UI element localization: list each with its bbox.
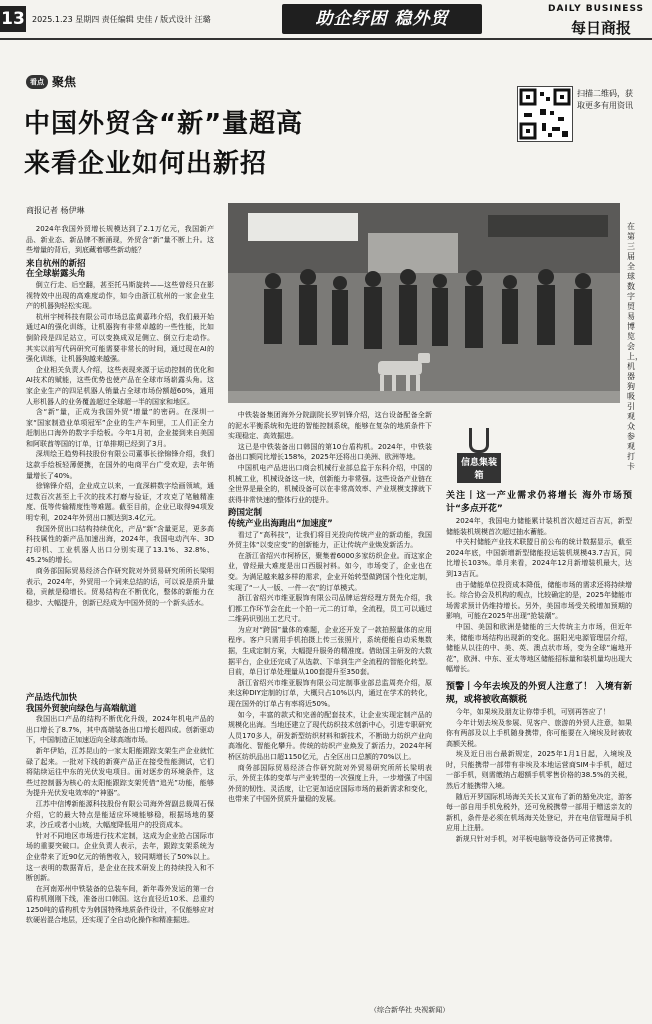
info-box-label bbox=[457, 428, 501, 480]
section-label: 聚焦 bbox=[52, 75, 77, 89]
paragraph: 如今，丰富的款式和完善的配套技术，让企业实现定制产品的规模化出海。当地还建立了现代纺织技术创新中心，引进专职研究人员170多人，研发新型纺织材料和新技术，不断助力纺织产业向高端化、智能化攀升。传统的纺织产业焕发了新活力，2024年柯桥区纺织品出口超1150亿元，占全区出口总额的70%以上。 bbox=[228, 710, 432, 761]
paragraph: 深圳绘王趋势科技股份有限公司董事长徐锦锋介绍，我们这款手绘板轻薄便携，在国外的电商平台广受欢迎，去年销量增长了40%。 bbox=[26, 450, 214, 480]
paragraph: 中国机电产品进出口商会机械行业部总监于东科介绍，中国的机械工业，机械设备这一块，创新能力非常强。这些设备产业链在全世界是最全的，机械设备可以在非常高效率、产业规模支撑就下获得非常快速的整体行业的提升。 bbox=[228, 463, 432, 504]
paragraph: 企业相关负责人介绍，这些表现来源于运动控制的优化和AI技术的赋能，这些优势也使产品在全球市场崭露头角。这家企业生产的四足机器人销量占全球市场份额超60%，通用人形机器人的业务覆盖超过全球超一半的国家和地区。 bbox=[26, 365, 214, 406]
paragraph: 随后开罗国际机场海关关长又宣布了新的豁免决定，游客每一部自用手机免税外，还可免税携带一部用于赠送亲友的新机，条件是必须在机场海关处登记，并在电信管理局手机应用上注册。 bbox=[446, 792, 632, 833]
paragraph: 含“新”量，正成为我国外贸“增量”的密码。在深圳一家“国家制造业单项冠军”企业的生产车间里，工人们正全力赶制出口海外的数字手绘板。今年1月初，企业接到来自美国和阿联酋等国的订单，订单排期已经到了3月。 bbox=[26, 408, 214, 448]
subheading: 产品迭代加快 bbox=[26, 693, 78, 703]
issue-info: 2025.1.23 星期四 责任编辑 史佳 / 版式设计 汪璐 bbox=[32, 15, 211, 24]
paragraph: 徐锦锋介绍，企业成立以来，一直深耕数字绘画领域，通过数百次甚至上千次的技术打磨与验证，才攻克了笔触精准度、低等传输精度性等难题。截至目前，企业已取得94项发明专利，2024年外贸出口额达到3.4亿元。 bbox=[26, 482, 214, 523]
column-banner: 助企纾困 稳外贸 bbox=[282, 4, 482, 34]
paragraph: 新年伊始，江苏昆山的一家太阳能跟踪支架生产企业就忙碌了起来。一批对下线的新赛产品正在接受性能测试，它们将陆续运往中东的光伏发电项目。面对逐步的环境条件，这些过控制器为核心的太阳能跟踪支架凭借“追光”功能，能够为提升光伏发电效率的“神器”。 bbox=[26, 746, 214, 798]
headline-line-2: 来看企业如何出新招 bbox=[24, 149, 268, 179]
crane-hook-icon bbox=[469, 428, 489, 453]
byline: 商报记者 杨伊琳 bbox=[26, 206, 85, 215]
lead-paragraph: 2024年我国外贸增长规模达到了2.1万亿元，我国新产品、新业态、新品牌不断涌现，外贸含“新”量不断上升。这些增量的背后，到底藏着哪些新动能？ bbox=[26, 225, 214, 255]
expo-photo bbox=[228, 203, 620, 403]
paragraph: 商务部国际贸易经济合作研究院对外贸易研究所所长梁明表示，2024年，外贸用一个词来总结的话，可以说是质升量稳，贡献是稳增长。贸易结构在不断优化，整体的新能力在稳步、大幅提升，创新已经成为中国外贸的一个新头活水。 bbox=[26, 567, 214, 607]
paragraph: 倒立行走、后空翻，甚至托马斯旋转——这些曾经只在影视特效中出现的高难度动作，如今由浙江杭州的一家企业生产的机器狗轻松实现。 bbox=[26, 280, 214, 311]
info-item-title: 关注丨这一产业需求仍将增长 海外市场预计“多点开花” bbox=[446, 491, 632, 514]
paragraph: 针对不同地区市场进行技术定制，这成为企业抢占国际市场的重要突破口。企业负责人表示，去年，跟踪支架系统为企业带来了近90亿元的销售收入，较同期增长了50%以上。这一表明的数据背后，是企业在技术研发上的持续投入和不断创新。 bbox=[26, 831, 214, 883]
brand-chinese: 每日商报 bbox=[571, 19, 632, 37]
paragraph: 这已是中铁装备出口韩国的第10台盾构机。2024年，中铁装备出口额同比增长158%，2025年还将出口美洲、欧洲等地。 bbox=[228, 442, 432, 462]
paragraph: 江苏中信博新能源科技股份有限公司海外营副总裁周石保介绍，它的最大特点是能适应环境能够稳，根据场地的要求，沙丘或者小山坡，大幅度降低用户的投资成本。 bbox=[26, 799, 214, 830]
paragraph: 我国出口产品的结构不断优化升级，2024年机电产品的出口增长了8.7%，其中高端装备出口增长超四成。创新驱动下，中国制造正加速迈向全球高端市场。 bbox=[26, 715, 214, 745]
headline-line-1: 中国外贸含“新”量超高 bbox=[24, 109, 304, 139]
header-rule bbox=[0, 38, 652, 40]
paragraph: 中关村储能产业技术联盟日前公布的统计数据显示，截至2024年底，中国新增新型储能投运装机规模43.7吉瓦，同比增长103%。单月来看，2024年12月新增装机最大，达到13吉瓦。 bbox=[446, 538, 632, 578]
info-item-title: 预警丨今年去埃及的外贸人注意了！ 入境有新规，或将被收高额税 bbox=[446, 681, 632, 705]
paragraph: 由于储能单位投资成本降低，储能市场的需求还将持续增长。综合协会及机构的观点，比较确定的是，2025年储能市场需求预计仍维持增长。另外，美国市场受关税增加预期的影响，可能在2025年出现“抢装潮”。 bbox=[446, 580, 632, 621]
article-column-1 bbox=[26, 224, 214, 608]
page-header bbox=[0, 0, 652, 40]
paragraph: 中铁装备集团海外分院副院长罗钊锋介绍，这台设备配备全新的泥水平衡系统和先进的智能控制系统，能够在复杂的地质条件下实现稳定、高效掘进。 bbox=[228, 411, 432, 441]
subheading: 来自杭州的新招 bbox=[26, 258, 86, 269]
paragraph: 中国、美国和欧洲是储能的三大传统主力市场，但近年来，储能市场结构出现新的变化。据阳光电源管理层介绍，储能从以往的中、美、英、澳点状市场，变为全球“遍地开花”，欧洲、中东、亚太等地区储能招标量和装机量均出现大幅增长。 bbox=[446, 622, 632, 674]
qr-note: 扫描二维码，获取更多有用资讯 bbox=[577, 89, 633, 110]
subheading: 我国外贸驶向绿色与高端航道 bbox=[26, 703, 137, 714]
info-box-column bbox=[446, 490, 632, 845]
section-badge: 看点 bbox=[26, 75, 48, 89]
info-box-title: 信息集装箱 bbox=[457, 453, 501, 483]
paragraph: 看过了“高科技”，让我们将目光投向传统产业的新动能，我国外贸主体“以变应变”的创新能力，正让传统产业焕发新活力。 bbox=[228, 530, 432, 550]
subheading: 传统产业出海跑出“加速度” bbox=[228, 518, 333, 529]
paragraph: 我国外贸出口结构持续优化，产品“新”含量更足，更多高科技属性的新产品加速出海，2024年，我国电动汽车、3D打印机、工业机器人出口分别实现了13.1%、32.8%、45.2%的增长。 bbox=[26, 524, 214, 565]
paragraph: 杭州宇树科技有限公司市场总监黄嘉玮介绍，我们最开始通过AI的强化训练，让机器狗有非常卓越的一些性能，比如倒阶段是四足站立，可以变换成双足侧立、倒立行走动作。其实以前写代码研究可能需要非常长的时间，通过现在AI的强化训练，让机器狗越来越强。 bbox=[26, 312, 214, 364]
paragraph: 2024年，我国电力储能累计装机首次超过百吉瓦，新型储能装机规模首次超过抽水蓄能。 bbox=[446, 517, 632, 536]
paragraph: 为应对“跨国”量体的难题，企业还开发了一款拍照量体的应用程序。客户只需用手机拍摄上传三张照片，系统便能自动采集数据，生成定制方案，大幅提升服务的精准度。借助国主研发的大数据平台，企业还完成了从选款、下单到生产全流程的智能化转型。目前，单日订单处理量从100套提升至350套。 bbox=[228, 625, 432, 677]
paragraph: 今年，如果埃及朋友让你带手机，可别再答应了！ bbox=[455, 707, 610, 716]
brand-english: DAILY BUSINESS bbox=[548, 4, 645, 14]
paragraph: 今年计划去埃及参展、见客户、旅游的外贸人注意，如果你有两部及以上手机随身携带，你可能要在入境埃及时被收高额关税。 bbox=[446, 718, 632, 748]
article-column-2 bbox=[228, 410, 432, 805]
paragraph: 在浙江省绍兴市柯桥区，聚集着6000多家纺织企业。而这家企业，曾经最大难度是出口西服衬料。如今，市场变了，企业也在变。为满足越来越多样的需求，企业开始转型做跨国个性化定制，实现了“一人一版、一件一衣”的订单模式。 bbox=[228, 551, 432, 592]
page-number: 13 bbox=[0, 6, 26, 32]
section-tag bbox=[26, 73, 76, 90]
paragraph: 浙江省绍兴市维亚服饰有限公司定制事业部总监周亮介绍，原来这种DIY定制的订单，大概只占10%以内，通过在学术的转化，现在国外的订单占有率将近50%。 bbox=[228, 678, 432, 709]
article-column-1-lower bbox=[26, 690, 214, 926]
paragraph: 新规只针对手机，对平板电脑等设备仍可正常携带。 bbox=[455, 835, 617, 844]
paragraph: 埃及近日出台最新规定，2025年1月1日起，入境埃及时，只能携带一部带有非埃及本地运营商SIM卡手机，超过一部手机，则需缴纳占超额手机零售价格的38.5%的关税，然后才能携带入境。 bbox=[446, 750, 632, 791]
paragraph: 商务部国际贸易经济合作研究院对外贸易研究所所长梁明表示，外贸主体的变革与产业转型的一次强度上升，一步增强了中国外贸的韧性、灵活度，让它更加适应国际市场的最新需求和变化，也带来了中国外贸质升量稳的发展。 bbox=[228, 763, 432, 804]
qr-code-icon[interactable] bbox=[517, 86, 573, 142]
paragraph: 在河南郑州中铁装备的总装车间，新年毒外发运的第一台盾构机刚刚下线，准备出口韩国。这台直径近10米、总重约1250吨的盾构机专为韩国特殊地质条件设计，不仅能够应对软硬岩混合地层，还实现了全自动化操作和精准掘进。 bbox=[26, 884, 214, 925]
paragraph: 浙江省绍兴市维亚服饰有限公司品牌运营经理方贤先介绍，我们都工作环节会在此一个拍一元二的订单，全流程，员工可以通过二维码识别出工艺尺寸。 bbox=[228, 594, 432, 624]
source-note: （综合新华社 央视新闻） bbox=[370, 1006, 450, 1014]
subheading: 跨国定制 bbox=[228, 508, 263, 519]
photo-caption: 在第三届全球数字贸易博览会上，机器狗吸引观众参观打卡 bbox=[627, 222, 643, 471]
subheading: 在全球崭露头角 bbox=[26, 269, 86, 280]
